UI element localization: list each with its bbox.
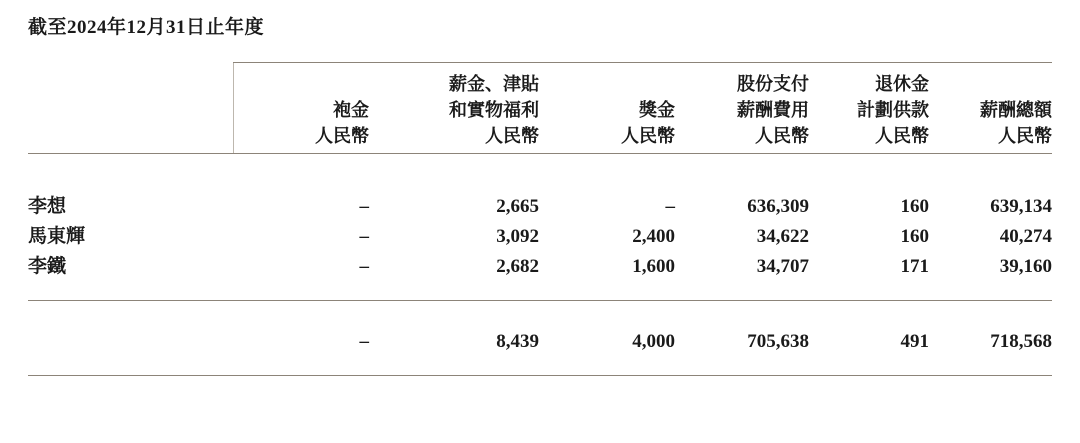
row-pension: 160 — [900, 226, 929, 248]
header-share-based-payment — [675, 63, 809, 153]
row-fees: – — [359, 256, 369, 278]
rule-segment — [28, 375, 233, 376]
spacer — [28, 301, 1052, 324]
header-fees-line2: 袍金 — [333, 100, 369, 121]
table-header-row — [28, 63, 1052, 153]
header-fees-line3: 人民幣 — [315, 126, 369, 147]
header-total-compensation — [929, 63, 1052, 153]
header-share-line1: 股份支付 — [737, 74, 809, 94]
rule-segment — [539, 375, 675, 376]
compensation-table — [28, 62, 1052, 376]
page-title: 截至2024年12月31日止年度 — [28, 17, 265, 38]
header-share-line3: 人民幣 — [755, 126, 809, 147]
total-salary: 8,439 — [496, 331, 539, 353]
rule-segment — [369, 375, 539, 376]
row-total: 39,160 — [999, 256, 1052, 278]
row-name: 馬東輝 — [28, 226, 86, 248]
row-pension: 160 — [900, 196, 929, 218]
row-fees: – — [359, 196, 369, 218]
table-total-row — [28, 323, 1052, 353]
total-share-payment: 705,638 — [747, 331, 809, 353]
header-pension-contribution — [809, 63, 929, 153]
header-salary-line2: 和實物福利 — [449, 100, 539, 121]
row-share-payment: 636,309 — [747, 196, 809, 218]
total-label — [28, 323, 233, 353]
row-pension: 171 — [900, 256, 929, 278]
header-pension-line3: 人民幣 — [875, 126, 929, 147]
row-total: 40,274 — [999, 226, 1052, 248]
rule-segment — [809, 375, 929, 376]
header-salary-line1: 薪金、津貼 — [449, 74, 539, 94]
header-salary-allowance — [369, 63, 539, 153]
row-total: 639,134 — [990, 196, 1052, 218]
row-name: 李鐵 — [28, 256, 67, 278]
table-bottom-rule — [28, 375, 1052, 376]
header-pension-line2: 計劃供款 — [857, 100, 929, 121]
table-row — [28, 248, 1052, 278]
row-bonus: 2,400 — [632, 226, 675, 248]
row-fees: – — [359, 226, 369, 248]
rule-segment — [675, 375, 809, 376]
total-bonus: 4,000 — [632, 331, 675, 353]
spacer — [28, 278, 1052, 300]
rule-segment — [929, 375, 1052, 376]
header-bonus — [539, 63, 675, 153]
header-salary-line3: 人民幣 — [485, 126, 539, 147]
header-bonus-line3: 人民幣 — [621, 126, 675, 147]
row-share-payment: 34,622 — [756, 226, 809, 248]
header-bonus-line2: 獎金 — [639, 100, 675, 121]
header-total-line2: 薪酬總額 — [980, 100, 1052, 121]
spacer — [28, 353, 1052, 375]
table-row — [28, 188, 1052, 218]
total-total: 718,568 — [990, 331, 1052, 353]
header-total-line3: 人民幣 — [998, 126, 1052, 147]
header-share-line2: 薪酬費用 — [737, 100, 809, 121]
rule-segment — [233, 375, 369, 376]
spacer — [28, 154, 1052, 189]
header-blank-cell — [28, 63, 233, 153]
header-fees — [233, 63, 369, 153]
header-pension-line1: 退休金 — [875, 74, 929, 94]
row-name: 李想 — [28, 196, 67, 218]
row-bonus: 1,600 — [632, 256, 675, 278]
row-salary: 2,665 — [496, 196, 539, 218]
row-bonus: – — [665, 196, 675, 218]
row-salary: 2,682 — [496, 256, 539, 278]
total-pension: 491 — [900, 331, 929, 353]
row-share-payment: 34,707 — [756, 256, 809, 278]
row-salary: 3,092 — [496, 226, 539, 248]
total-fees: – — [359, 331, 369, 353]
table-row — [28, 218, 1052, 248]
